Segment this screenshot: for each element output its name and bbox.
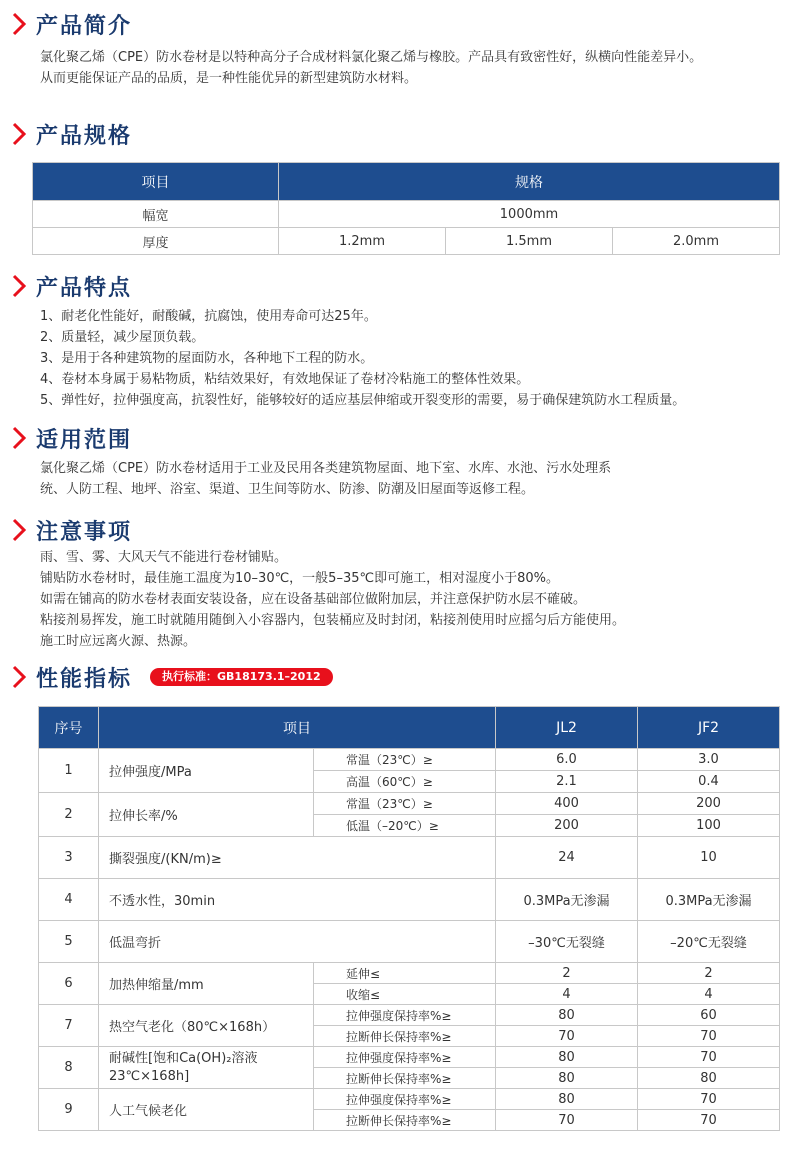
table-cell: 拉断伸长保持率%≥ [314, 1026, 496, 1047]
section-title: 注意事项 [36, 519, 133, 545]
text-line: 统、人防工程、地坪、浴室、渠道、卫生间等防水、防渗、防潮及旧屋面等返修工程。 [40, 482, 535, 497]
list-item: 5、弹性好，拉伸强度高，抗裂性好，能够较好的适应基层伸缩或开裂变形的需要，易于确保建筑防水工程质量。 [40, 393, 686, 408]
chevron-right-icon [10, 121, 30, 147]
table-row [39, 921, 780, 963]
standard-badge: 执行标准：GB18173.1–2012 [150, 668, 333, 686]
table-cell: 高温（60℃）≥ [314, 771, 496, 793]
table-row [39, 1005, 780, 1026]
table-row [33, 201, 780, 228]
list-item: 如需在铺高的防水卷材表面安装设备，应在设备基础部位做附加层，并注意保护防水层不確破。 [40, 592, 587, 607]
table-cell: 常温（23℃）≥ [314, 749, 496, 771]
chevron-right-icon [10, 517, 30, 543]
table-row [39, 1047, 780, 1068]
scope-header [10, 424, 132, 452]
table-cell: 200 [638, 793, 780, 815]
table-cell: 0.3MPa无渗漏 [638, 879, 780, 921]
table-cell: 低温弯折 [99, 921, 496, 963]
table-cell: 100 [638, 815, 780, 837]
list-item: 铺贴防水卷材时，最佳施工温度为10–30℃，一般5–35℃即可施工，相对湿度小于80%。 [40, 571, 559, 586]
table-row [39, 837, 780, 879]
table-cell: 5 [39, 921, 99, 963]
list-item: 施工时应远离火源、热源。 [40, 634, 197, 649]
table-cell: 4 [496, 984, 638, 1005]
col-item: 项目 [99, 707, 496, 749]
section-title: 适用范围 [36, 427, 133, 453]
table-cell: 1.2mm [279, 228, 446, 255]
table-row [39, 1089, 780, 1110]
col-no: 序号 [39, 707, 99, 749]
table-cell: 2 [496, 963, 638, 984]
table-cell: 10 [638, 837, 780, 879]
table-cell: 1.5mm [446, 228, 613, 255]
intro-text [40, 47, 780, 89]
table-cell: 6.0 [496, 749, 638, 771]
table-cell: 70 [638, 1089, 780, 1110]
table-cell: 拉伸强度保持率%≥ [314, 1089, 496, 1110]
cell-line: 耐碱性[饱和Ca(OH)₂溶液 [109, 1050, 258, 1066]
table-cell: 拉伸强度/MPa [99, 749, 314, 793]
table-cell: 4 [638, 984, 780, 1005]
table-cell: 厚度 [33, 228, 279, 255]
table-cell: 不透水性，30min [99, 879, 496, 921]
table-cell: 拉伸长率/% [99, 793, 314, 837]
section-title: 产品简介 [36, 13, 133, 39]
table-row [39, 963, 780, 984]
list-item: 3、是用于各种建筑物的屋面防水，各种地下工程的防水。 [40, 351, 374, 366]
table-cell: 拉断伸长保持率%≥ [314, 1110, 496, 1131]
table-cell: 拉伸强度保持率%≥ [314, 1047, 496, 1068]
table-cell: 1 [39, 749, 99, 793]
text-line: 氯化聚乙烯（CPE）防水卷材适用于工业及民用各类建筑物屋面、地下室、水库、水池、污水处理系 [40, 461, 612, 476]
table-cell: 延伸≤ [314, 963, 496, 984]
table-cell: 200 [496, 815, 638, 837]
table-cell: 人工气候老化 [99, 1089, 314, 1131]
table-cell: 70 [638, 1026, 780, 1047]
table-cell: 拉伸强度保持率%≥ [314, 1005, 496, 1026]
cell-line: 23℃×168h] [109, 1068, 190, 1084]
text-line: 氯化聚乙烯（CPE）防水卷材是以特种高分子合成材料氯化聚乙烯与橡胶。产品具有致密性好，纵横向性能差异小。 [40, 50, 703, 65]
table-cell: 4 [39, 879, 99, 921]
table-cell: 9 [39, 1089, 99, 1131]
table-cell: 低温（–20℃）≥ [314, 815, 496, 837]
spec-col-item: 项目 [33, 163, 279, 201]
table-cell: 8 [39, 1047, 99, 1089]
col-jf2: JF2 [638, 707, 780, 749]
scope-text [40, 458, 780, 500]
list-item: 粘接剂易挥发，施工时就随用随倒入小容器内，包装桶应及时封闭，粘接剂使用时应摇匀后方能使用。 [40, 613, 626, 628]
table-cell: 0.4 [638, 771, 780, 793]
section-title: 产品特点 [36, 275, 133, 301]
table-cell: 拉断伸长保持率%≥ [314, 1068, 496, 1089]
table-cell: 80 [496, 1005, 638, 1026]
list-item: 1、耐老化性能好，耐酸碱，抗腐蚀，使用寿命可达25年。 [40, 309, 377, 324]
table-cell: 2.0mm [613, 228, 780, 255]
table-cell: 60 [638, 1005, 780, 1026]
table-cell: 6 [39, 963, 99, 1005]
perf-header [10, 663, 333, 691]
table-cell: 收缩≤ [314, 984, 496, 1005]
list-item: 雨、雪、雾、大风天气不能进行卷材铺贴。 [40, 550, 288, 565]
table-cell: 3 [39, 837, 99, 879]
spec-header [10, 120, 132, 148]
intro-header [10, 10, 132, 38]
table-cell: 2 [39, 793, 99, 837]
chevron-right-icon [10, 273, 30, 299]
table-cell [99, 1047, 314, 1089]
features-header [10, 272, 132, 300]
section-title: 性能指标 [36, 666, 133, 692]
col-jl2: JL2 [496, 707, 638, 749]
table-cell: 400 [496, 793, 638, 815]
list-item: 2、质量轻，减少屋顶负载。 [40, 330, 205, 345]
text-line: 从而更能保证产品的品质，是一种性能优异的新型建筑防水材料。 [40, 71, 418, 86]
section-title: 产品规格 [36, 123, 133, 149]
table-cell: 80 [496, 1047, 638, 1068]
list-item: 4、卷材本身属于易粘物质，粘结效果好，有效地保证了卷材冷粘施工的整体性效果。 [40, 372, 530, 387]
notes-list [40, 547, 780, 652]
table-cell: 3.0 [638, 749, 780, 771]
table-cell: 1000mm [279, 201, 780, 228]
table-cell: 80 [496, 1089, 638, 1110]
table-cell: 70 [496, 1026, 638, 1047]
table-row [39, 879, 780, 921]
chevron-right-icon [10, 664, 30, 690]
table-cell: 2 [638, 963, 780, 984]
table-cell: 70 [638, 1110, 780, 1131]
chevron-right-icon [10, 11, 30, 37]
table-cell: 80 [496, 1068, 638, 1089]
table-cell: 24 [496, 837, 638, 879]
table-row [39, 793, 780, 815]
features-list [40, 306, 780, 411]
table-cell: 撕裂强度/(KN/m)≥ [99, 837, 496, 879]
table-cell: 热空气老化（80℃×168h） [99, 1005, 314, 1047]
table-cell: 加热伸缩量/mm [99, 963, 314, 1005]
table-row [33, 228, 780, 255]
table-cell: 80 [638, 1068, 780, 1089]
table-cell: 70 [638, 1047, 780, 1068]
chevron-right-icon [10, 425, 30, 451]
notes-header [10, 516, 132, 544]
table-cell: 常温（23℃）≥ [314, 793, 496, 815]
table-cell: 7 [39, 1005, 99, 1047]
table-cell: 2.1 [496, 771, 638, 793]
table-cell: –30℃无裂缝 [496, 921, 638, 963]
spec-table [32, 162, 780, 255]
spec-col-spec: 规格 [279, 163, 780, 201]
table-row [39, 749, 780, 771]
table-cell: –20℃无裂缝 [638, 921, 780, 963]
table-cell: 70 [496, 1110, 638, 1131]
table-cell: 0.3MPa无渗漏 [496, 879, 638, 921]
perf-table [38, 706, 780, 1131]
table-cell: 幅宽 [33, 201, 279, 228]
